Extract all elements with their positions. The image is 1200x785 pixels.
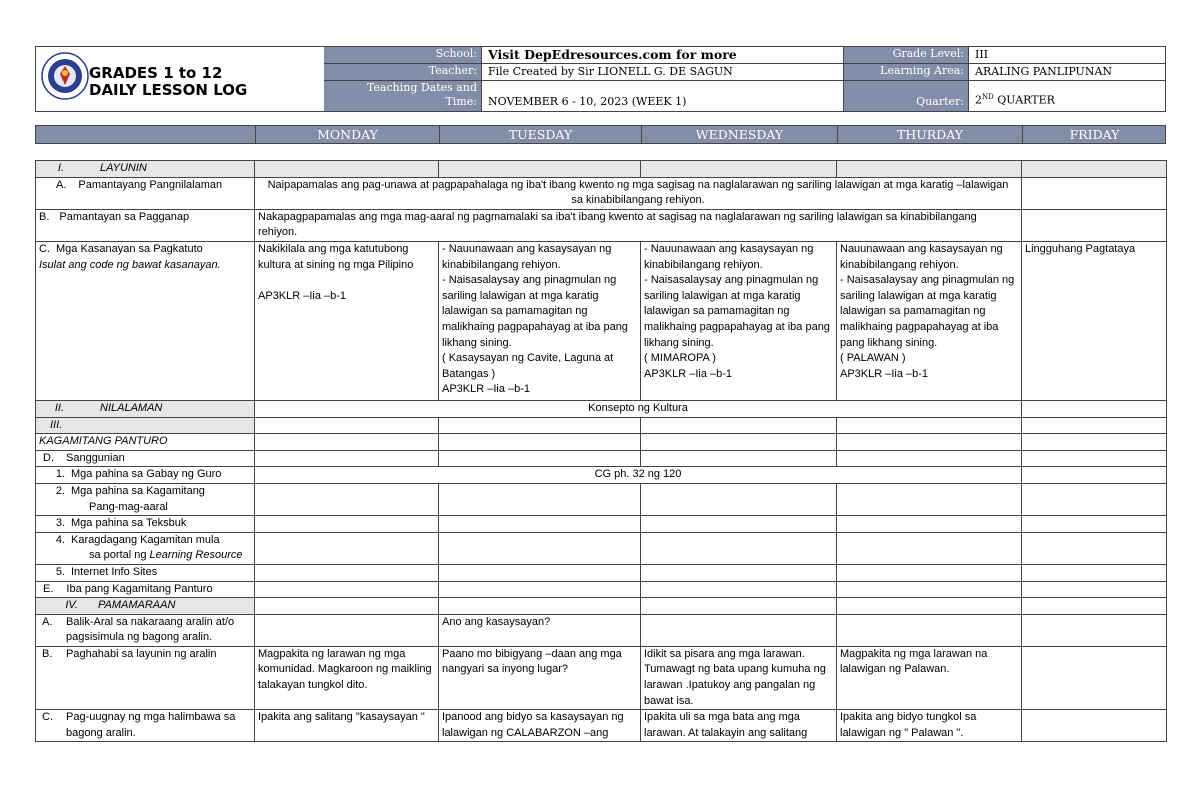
kasanayan-label xyxy=(36,241,255,400)
kasanayan-subtitle: Isulat ang code ng bawat kasanayan. xyxy=(39,258,221,271)
day-wednesday: WEDNESDAY xyxy=(641,126,837,143)
empty-cell xyxy=(1022,177,1167,209)
empty-cell xyxy=(439,516,641,533)
form-title-line1: GRADES 1 to 12 xyxy=(89,64,223,82)
empty-cell xyxy=(641,581,837,598)
empty-cell xyxy=(837,614,1022,646)
nilalaman-label xyxy=(36,400,255,417)
row-teksbuk xyxy=(36,516,1167,533)
kasanayan-wednesday-topic: ( MIMAROPA ) xyxy=(644,352,716,365)
kasanayan-tuesday-text2: - Naisasalaysay ang pinagmulan ng sariling lalawigan at mga karatig lalawigan sa pamamagitan ng malikhaing pagpapahayag at iba pang likhang sining. xyxy=(442,274,628,349)
paghahabi-wednesday: Idikit sa pisara ang mga larawan. Tumawagt ng bata upang kumuha ng larawan .Ipatukoy ang pangalan ng bawat isa. xyxy=(641,646,837,709)
row-num: 2. xyxy=(55,484,65,497)
gabay-ng-guro-text: CG ph. 32 ng 120 xyxy=(255,467,1022,484)
kasanayan-monday-text: Nakikilala ang mga katutubong kultura at sining ng mga Pilipino xyxy=(258,242,414,271)
school-value: Visit DepEdresources.com for more xyxy=(482,47,844,63)
lesson-log-table xyxy=(35,160,1167,742)
paghahabi-tuesday: Paano mo bibigyang –daan ang mga nangyari sa inyong lugar? xyxy=(439,646,641,709)
quarter-label: Quarter: xyxy=(844,81,969,111)
empty-cell xyxy=(1022,598,1167,615)
day-thursday: THURDAY xyxy=(837,126,1022,143)
row-label: Mga pahina sa Teksbuk xyxy=(71,517,187,530)
empty-cell xyxy=(641,161,837,178)
day-header-row xyxy=(35,125,1166,144)
empty-cell xyxy=(1022,564,1167,581)
row-paghahabi xyxy=(36,646,1167,709)
kasanayan-tuesday xyxy=(439,241,641,400)
grade-level-label: Grade Level: xyxy=(844,47,969,63)
label-text: sa portal ng xyxy=(89,549,147,562)
empty-cell xyxy=(255,450,439,467)
row-nilalaman xyxy=(36,400,1167,417)
empty-cell xyxy=(837,434,1022,451)
empty-cell xyxy=(1022,434,1167,451)
empty-cell xyxy=(439,483,641,515)
learning-area-value: ARALING PANLIPUNAN xyxy=(975,65,1113,78)
header-row-school xyxy=(324,47,1165,64)
empty-cell xyxy=(1022,417,1167,434)
empty-cell xyxy=(1022,467,1167,484)
empty-cell xyxy=(1022,400,1167,417)
row-layunin xyxy=(36,161,1167,178)
row-label: Sanggunian xyxy=(66,451,125,464)
quarter-suffix: ND xyxy=(982,93,994,101)
empty-cell xyxy=(439,450,641,467)
empty-cell xyxy=(439,564,641,581)
row-label: PAMAMARAAN xyxy=(98,599,176,612)
paghahabi-label xyxy=(36,646,255,709)
row-balik-aral xyxy=(36,614,1167,646)
teacher-label: Teacher: xyxy=(324,64,482,80)
header-table xyxy=(35,46,1166,112)
row-num: A. xyxy=(56,178,67,191)
row-karagdagang-kagamitan xyxy=(36,532,1167,564)
kasanayan-thursday-text1: Nauunawaan ang kasaysayan ng kinabibilangang rehiyon. xyxy=(840,242,1003,271)
empty-cell xyxy=(641,516,837,533)
logo-cell xyxy=(36,47,325,111)
empty-cell xyxy=(1022,516,1167,533)
empty-cell xyxy=(439,598,641,615)
row-label: Mga Kasanayan sa Pagkatuto xyxy=(56,242,203,255)
school-label: School: xyxy=(324,47,482,63)
form-title xyxy=(89,65,247,99)
empty-cell xyxy=(1022,532,1167,564)
pag-uugnay-thursday: Ipakita ang bidyo tungkol sa lalawigan ng " Palawan ". xyxy=(837,710,1022,742)
empty-cell xyxy=(641,614,837,646)
karagdagang-kagamitan-label xyxy=(36,532,255,564)
sanggunian-label xyxy=(36,450,255,467)
layunin-label: I. LAYUNIN xyxy=(36,161,255,178)
internet-info-sites-label xyxy=(36,564,255,581)
row-pamantayang-pangnilalaman xyxy=(36,177,1167,209)
grade-level-value: III xyxy=(975,48,989,61)
empty-cell xyxy=(255,581,439,598)
empty-cell xyxy=(837,417,1022,434)
balik-aral-label xyxy=(36,614,255,646)
blank-line xyxy=(258,273,435,289)
empty-cell xyxy=(255,417,439,434)
kasanayan-monday xyxy=(255,241,439,400)
day-friday: FRIDAY xyxy=(1022,126,1166,143)
row-label: Pag-uugnay ng mga halimbawa sa bagong aralin. xyxy=(66,711,236,739)
row-internet-info-sites xyxy=(36,564,1167,581)
empty-cell xyxy=(1022,710,1167,742)
row-num: 3. xyxy=(55,517,65,530)
row-num: II. xyxy=(54,401,64,414)
row-pamantayan-sa-pagganap xyxy=(36,209,1167,241)
kasanayan-title xyxy=(39,242,251,258)
label-italic-text: Learning Resource xyxy=(149,549,243,562)
row-kagamitang-panturo xyxy=(36,434,1167,451)
empty-cell xyxy=(1022,614,1167,646)
empty-cell xyxy=(641,564,837,581)
row-iii xyxy=(36,417,1167,434)
day-tuesday: TUESDAY xyxy=(439,126,641,143)
row-num: D. xyxy=(43,451,54,464)
empty-cell xyxy=(837,581,1022,598)
day-monday: MONDAY xyxy=(255,126,439,143)
kasanayan-thursday-text2: - Naisasalaysay ang pinagmulan ng sariling lalawigan at mga karatig lalawigan sa pamamagitan ng malikhaing pagpapahayag at iba pang likhang sining. xyxy=(840,274,1015,349)
row-num: E. xyxy=(43,582,54,595)
row-kasanayan xyxy=(36,241,1167,400)
empty-cell xyxy=(1022,161,1167,178)
empty-cell xyxy=(837,161,1022,178)
header-row-dates xyxy=(324,81,1165,111)
empty-cell xyxy=(439,532,641,564)
row-num: 5. xyxy=(55,565,65,578)
empty-cell xyxy=(255,434,439,451)
row-label: NILALAMAN xyxy=(100,401,163,414)
empty-cell xyxy=(837,483,1022,515)
teksbuk-label xyxy=(36,516,255,533)
pamantayang-pangnilalaman-label xyxy=(36,177,255,209)
gabay-ng-guro-label xyxy=(36,467,255,484)
empty-cell xyxy=(837,598,1022,615)
kagamitang-panturo-label: KAGAMITANG PANTURO xyxy=(36,434,255,451)
empty-cell xyxy=(255,161,439,178)
row-pag-uugnay xyxy=(36,710,1167,742)
row-iba-pang-kagamitan xyxy=(36,581,1167,598)
empty-cell xyxy=(255,516,439,533)
empty-cell xyxy=(439,161,641,178)
empty-cell xyxy=(837,532,1022,564)
iba-pang-kagamitan-label xyxy=(36,581,255,598)
kasanayan-tuesday-topic: ( Kasaysayan ng Cavite, Laguna at Batangas ) xyxy=(442,352,614,380)
kasanayan-thursday-code: AP3KLR –Iia –b-1 xyxy=(840,367,929,380)
kasanayan-thursday xyxy=(837,241,1022,400)
kasanayan-wednesday-text2: - Naisasalaysay ang pinagmulan ng sariling lalawigan at mga karatig lalawigan sa pamamagitan ng malikhaing pagpapahayag at iba pang likhang sining. xyxy=(644,274,830,349)
row-gabay-ng-guro xyxy=(36,467,1167,484)
row-num: 4. xyxy=(55,533,65,546)
row-num: IV. xyxy=(65,599,78,612)
kagamitang-pang-mag-aaral-label xyxy=(36,483,255,515)
label-wrap xyxy=(42,615,251,646)
teaching-dates-value: NOVEMBER 6 - 10, 2023 (WEEK 1) xyxy=(482,81,844,111)
teaching-dates-label xyxy=(324,81,482,111)
kasanayan-friday: Lingguhang Pagtataya xyxy=(1022,241,1167,400)
kasanayan-thursday-topic: ( PALAWAN ) xyxy=(840,352,906,365)
empty-cell xyxy=(641,434,837,451)
empty-cell xyxy=(641,483,837,515)
row-label: Pamantayang Pangnilalaman xyxy=(78,178,223,191)
pag-uugnay-wednesday: Ipakita uli sa mga bata ang mga larawan. At talakayin ang salitang xyxy=(641,710,837,742)
learning-area-label: Learning Area: xyxy=(844,64,969,80)
row-label: Mga pahina sa Kagamitang xyxy=(71,484,205,497)
empty-cell xyxy=(837,450,1022,467)
empty-cell xyxy=(1022,646,1167,709)
label-line: Pang-mag-aaral xyxy=(89,500,168,513)
label-line xyxy=(39,548,251,564)
row-num: B. xyxy=(42,647,53,660)
empty-cell xyxy=(641,532,837,564)
kasanayan-wednesday-code: AP3KLR –Iia –b-1 xyxy=(644,367,733,380)
row-label: Pamantayan sa Pagganap xyxy=(59,210,190,223)
row-num: C. xyxy=(42,711,53,724)
empty-cell xyxy=(255,564,439,581)
pamantayan-sa-pagganap-text: Nakapagpapamalas ang mga mag-aaral ng pagmamalaki sa iba't ibang kwento at sagisag na naglalarawan ng sariling lalawigan sa kinabibilangang rehiyon. xyxy=(255,209,1022,241)
kasanayan-tuesday-text1: - Nauunawaan ang kasaysayan ng kinabibilangang rehiyon. xyxy=(442,242,612,271)
row-label: Iba pang Kagamitang Panturo xyxy=(66,582,213,595)
empty-cell xyxy=(1022,581,1167,598)
teaching-dates-label-line1: Teaching Dates and xyxy=(366,81,477,94)
empty-cell xyxy=(255,483,439,515)
iii-label: III. xyxy=(36,417,255,434)
empty-cell xyxy=(641,598,837,615)
pag-uugnay-tuesday: Ipanood ang bidyo sa kasaysayan ng lalawigan ng CALABARZON –ang xyxy=(439,710,641,742)
header-row-teacher xyxy=(324,64,1165,81)
kasanayan-monday-code: AP3KLR –Iia –b-1 xyxy=(258,289,347,302)
empty-cell xyxy=(1022,450,1167,467)
row-pamamaraan xyxy=(36,598,1167,615)
header-info xyxy=(324,47,1165,111)
empty-cell xyxy=(1022,209,1167,241)
row-label: Internet Info Sites xyxy=(71,565,158,578)
label-wrap xyxy=(42,710,251,741)
teacher-value: File Created by Sir LIONELL G. DE SAGUN xyxy=(482,64,844,80)
empty-cell xyxy=(439,434,641,451)
empty-cell xyxy=(255,598,439,615)
empty-cell xyxy=(255,532,439,564)
paghahabi-monday: Magpakita ng larawan ng mga komunidad. Magkaroon ng maikling talakayan tungkol dito. xyxy=(255,646,439,709)
paghahabi-thursday: Magpakita ng mga larawan na lalawigan ng Palawan. xyxy=(837,646,1022,709)
row-sanggunian xyxy=(36,450,1167,467)
row-num: B. xyxy=(39,210,50,223)
pamantayang-pangnilalaman-text: Naipapamalas ang pag-unawa at pagpapahalaga ng iba't ibang kwento ng mga sagisag na naglalarawan ng sariling lalawigan at mga karatig –lalawigan sa kinabibilangang rehiyon. xyxy=(255,177,1022,209)
label-wrap xyxy=(42,647,251,663)
form-title-line2: DAILY LESSON LOG xyxy=(89,81,248,99)
empty-cell xyxy=(439,417,641,434)
quarter-value xyxy=(969,81,1165,111)
label-line xyxy=(39,484,251,500)
quarter-number: 2 xyxy=(975,93,982,107)
quarter-word: QUARTER xyxy=(997,93,1055,107)
row-label: Paghahabi sa layunin ng aralin xyxy=(66,647,217,660)
empty-cell xyxy=(641,417,837,434)
row-kagamitang-pang-mag-aaral xyxy=(36,483,1167,515)
label-line xyxy=(39,533,251,549)
teaching-dates-label-line2: Time: xyxy=(445,95,477,108)
empty-cell xyxy=(641,450,837,467)
kasanayan-wednesday xyxy=(641,241,837,400)
empty-cell xyxy=(439,581,641,598)
balik-aral-tuesday: Ano ang kasaysayan? xyxy=(439,614,641,646)
empty-cell xyxy=(837,516,1022,533)
row-num: 1. xyxy=(55,468,65,481)
empty-cell xyxy=(1022,483,1167,515)
pamamaraan-label xyxy=(36,598,255,615)
pamantayan-sa-pagganap-label xyxy=(36,209,255,241)
row-label: Karagdagang Kagamitan mula xyxy=(71,533,220,546)
empty-cell xyxy=(837,564,1022,581)
row-label: Balik-Aral sa nakaraang aralin at/o pagsisimula ng bagong aralin. xyxy=(66,615,235,644)
empty-cell xyxy=(255,614,439,646)
nilalaman-text: Konsepto ng Kultura xyxy=(255,400,1022,417)
row-num: A. xyxy=(42,615,53,628)
row-label: Mga pahina sa Gabay ng Guro xyxy=(71,468,222,481)
kasanayan-wednesday-text1: - Nauunawaan ang kasaysayan ng kinabibilangang rehiyon. xyxy=(644,242,814,271)
kasanayan-tuesday-code: AP3KLR –Iia –b-1 xyxy=(442,383,531,396)
pag-uugnay-monday: Ipakita ang salitang "kasaysayan " xyxy=(255,710,439,742)
row-num: C. xyxy=(39,242,50,255)
pag-uugnay-label xyxy=(36,710,255,742)
deped-seal-icon xyxy=(41,52,89,100)
